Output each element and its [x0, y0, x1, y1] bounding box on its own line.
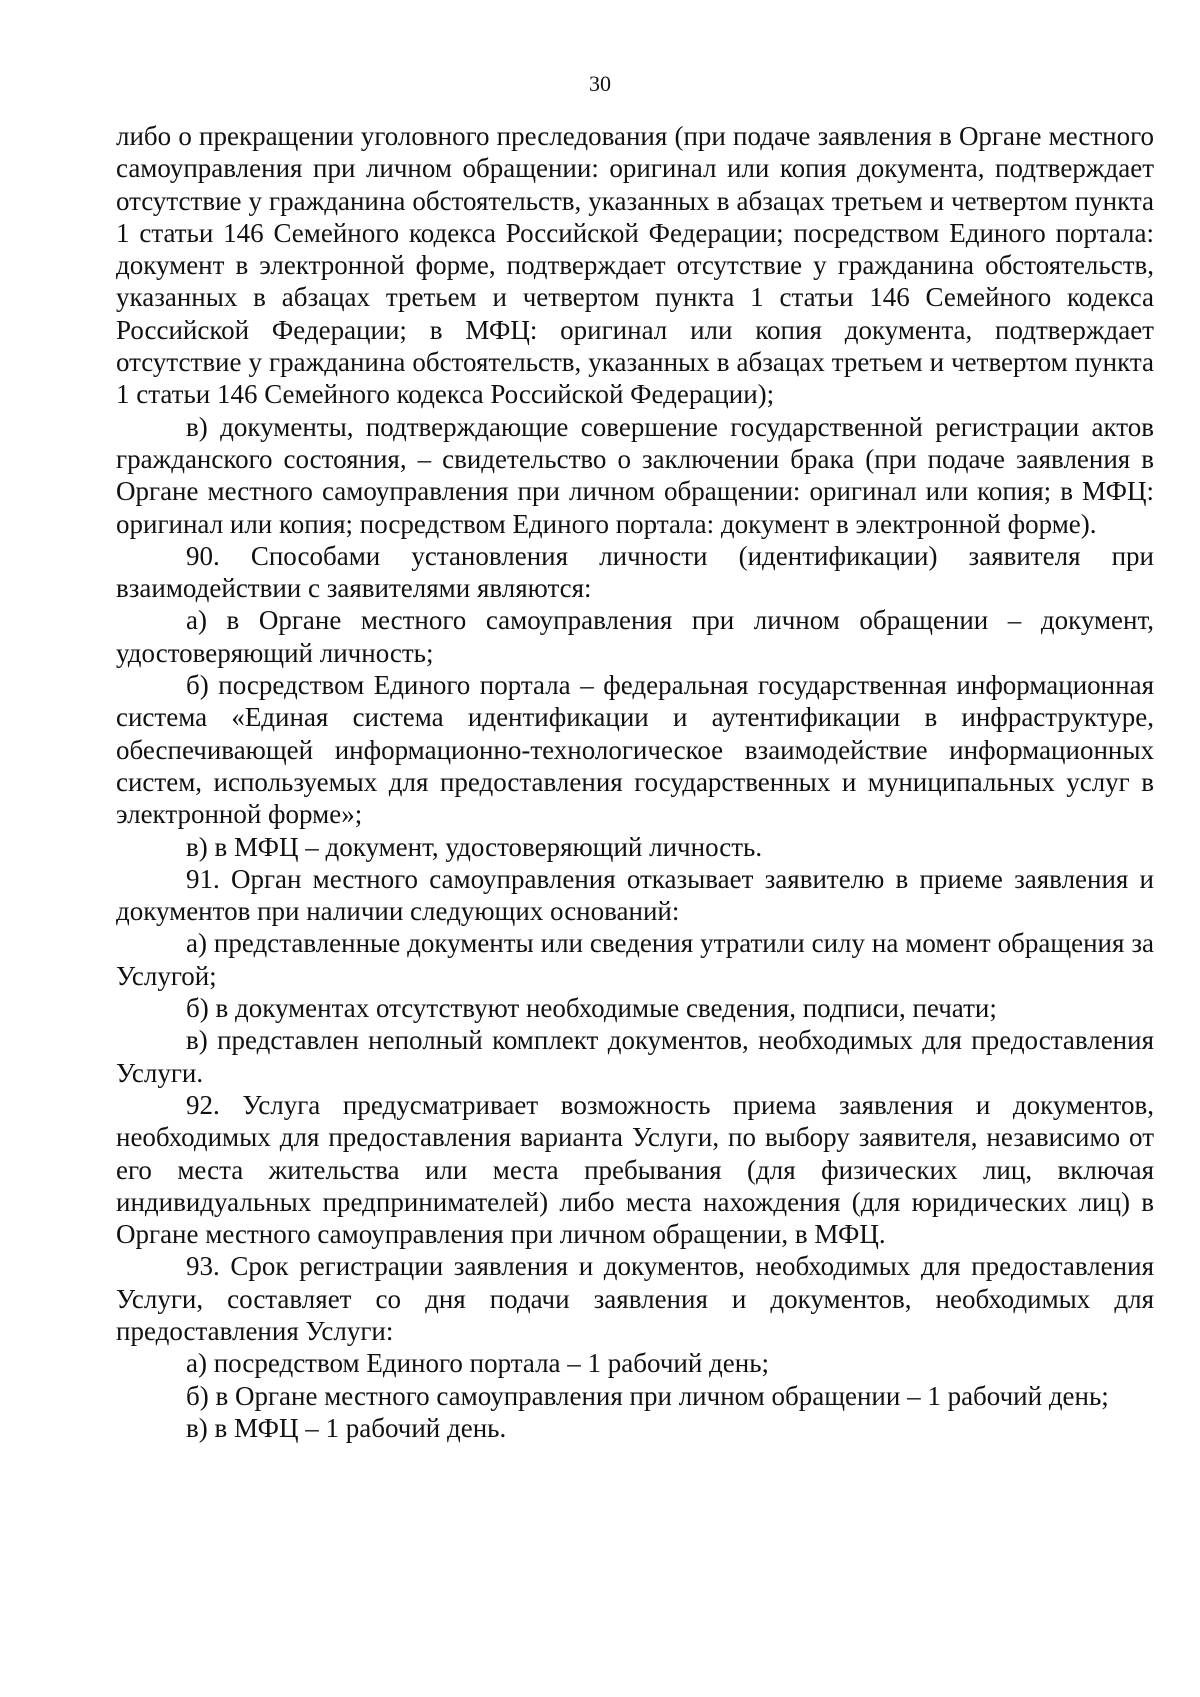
- paragraph-91-item-v: в) представлен неполный комплект документов, необходимых для предоставления Услуги.: [116, 1025, 1154, 1088]
- paragraph-90: 90. Способами установления личности (идентификации) заявителя при взаимодействии с заявителями являются:: [116, 540, 1154, 604]
- paragraph-91: 91. Орган местного самоуправления отказывает заявителю в приеме заявления и документов при наличии следующих оснований:: [116, 863, 1154, 927]
- paragraph-91-item-a: а) представленные документы или сведения утратили силу на момент обращения за Услугой;: [116, 928, 1154, 991]
- paragraph-91-item-b: б) в документах отсутствуют необходимые сведения, подписи, печати;: [186, 993, 997, 1024]
- paragraph-item-v-civil-acts: в) документы, подтверждающие совершение государственной регистрации актов гражданского состояния, – свидетельство о заключении брака (при подаче заявления в Органе местного самоуправления при личном обращении: оригинал или копия; в МФЦ: оригинал или копия; посредством Единого портала: документ в электронной форме).: [116, 411, 1154, 539]
- paragraph-92: 92. Услуга предусматривает возможность приема заявления и документов, необходимых для предоставления варианта Услуги, по выбору заявителя, независимо от его места жительства или места пребывания (для физических лиц, включая индивидуальных предпринимателей) либо места нахождения (для юридических лиц) в Органе местного самоуправления при личном обращении, в МФЦ.: [116, 1089, 1154, 1250]
- paragraph-93: 93. Срок регистрации заявления и документов, необходимых для предоставления Услуги, составляет со дня подачи заявления и документов, необходимых для предоставления Услуги:: [116, 1251, 1154, 1346]
- paragraph-90-item-a: а) в Органе местного самоуправления при личном обращении – документ, удостоверяющий личность;: [116, 605, 1154, 668]
- paragraph-93-item-v: в) в МФЦ – 1 рабочий день.: [186, 1412, 507, 1443]
- paragraph-93-item-b: б) в Органе местного самоуправления при личном обращении – 1 рабочий день;: [186, 1380, 1109, 1411]
- paragraph-90-item-v: в) в МФЦ – документ, удостоверяющий личность.: [186, 831, 763, 862]
- page-number: 30: [589, 71, 611, 96]
- paragraph-90-item-b: б) посредством Единого портала – федеральная государственная информационная система «Единая система идентификации и аутентификации в инфраструктуре, обеспечивающей информационно-технологическое взаимодействие информационных систем, используемых для предоставления государственных и муниципальных услуг в электронной форме»;: [116, 670, 1154, 830]
- paragraph-continuation: либо о прекращении уголовного преследования (при подаче заявления в Органе местного самоуправления при личном обращении: оригинал или копия документа, подтверждает отсутствие у гражданина обстоятельств, указанных в абзацах третьем и четвертом пункта 1 статьи 146 Семейного кодекса Российской Федерации; посредством Единого портала: документ в электронной форме, подтверждает отсутствие у гражданина обстоятельств, указанных в абзацах третьем и четвертом пункта 1 статьи 146 Семейного кодекса Российской Федерации; в МФЦ: оригинал или копия документа, подтверждает отсутствие у гражданина обстоятельств, указанных в абзацах третьем и четвертом пункта 1 статьи 146 Семейного кодекса Российской Федерации);: [116, 121, 1154, 410]
- document-body: [116, 120, 1154, 1444]
- paragraph-93-item-a: а) посредством Единого портала – 1 рабочий день;: [186, 1348, 770, 1379]
